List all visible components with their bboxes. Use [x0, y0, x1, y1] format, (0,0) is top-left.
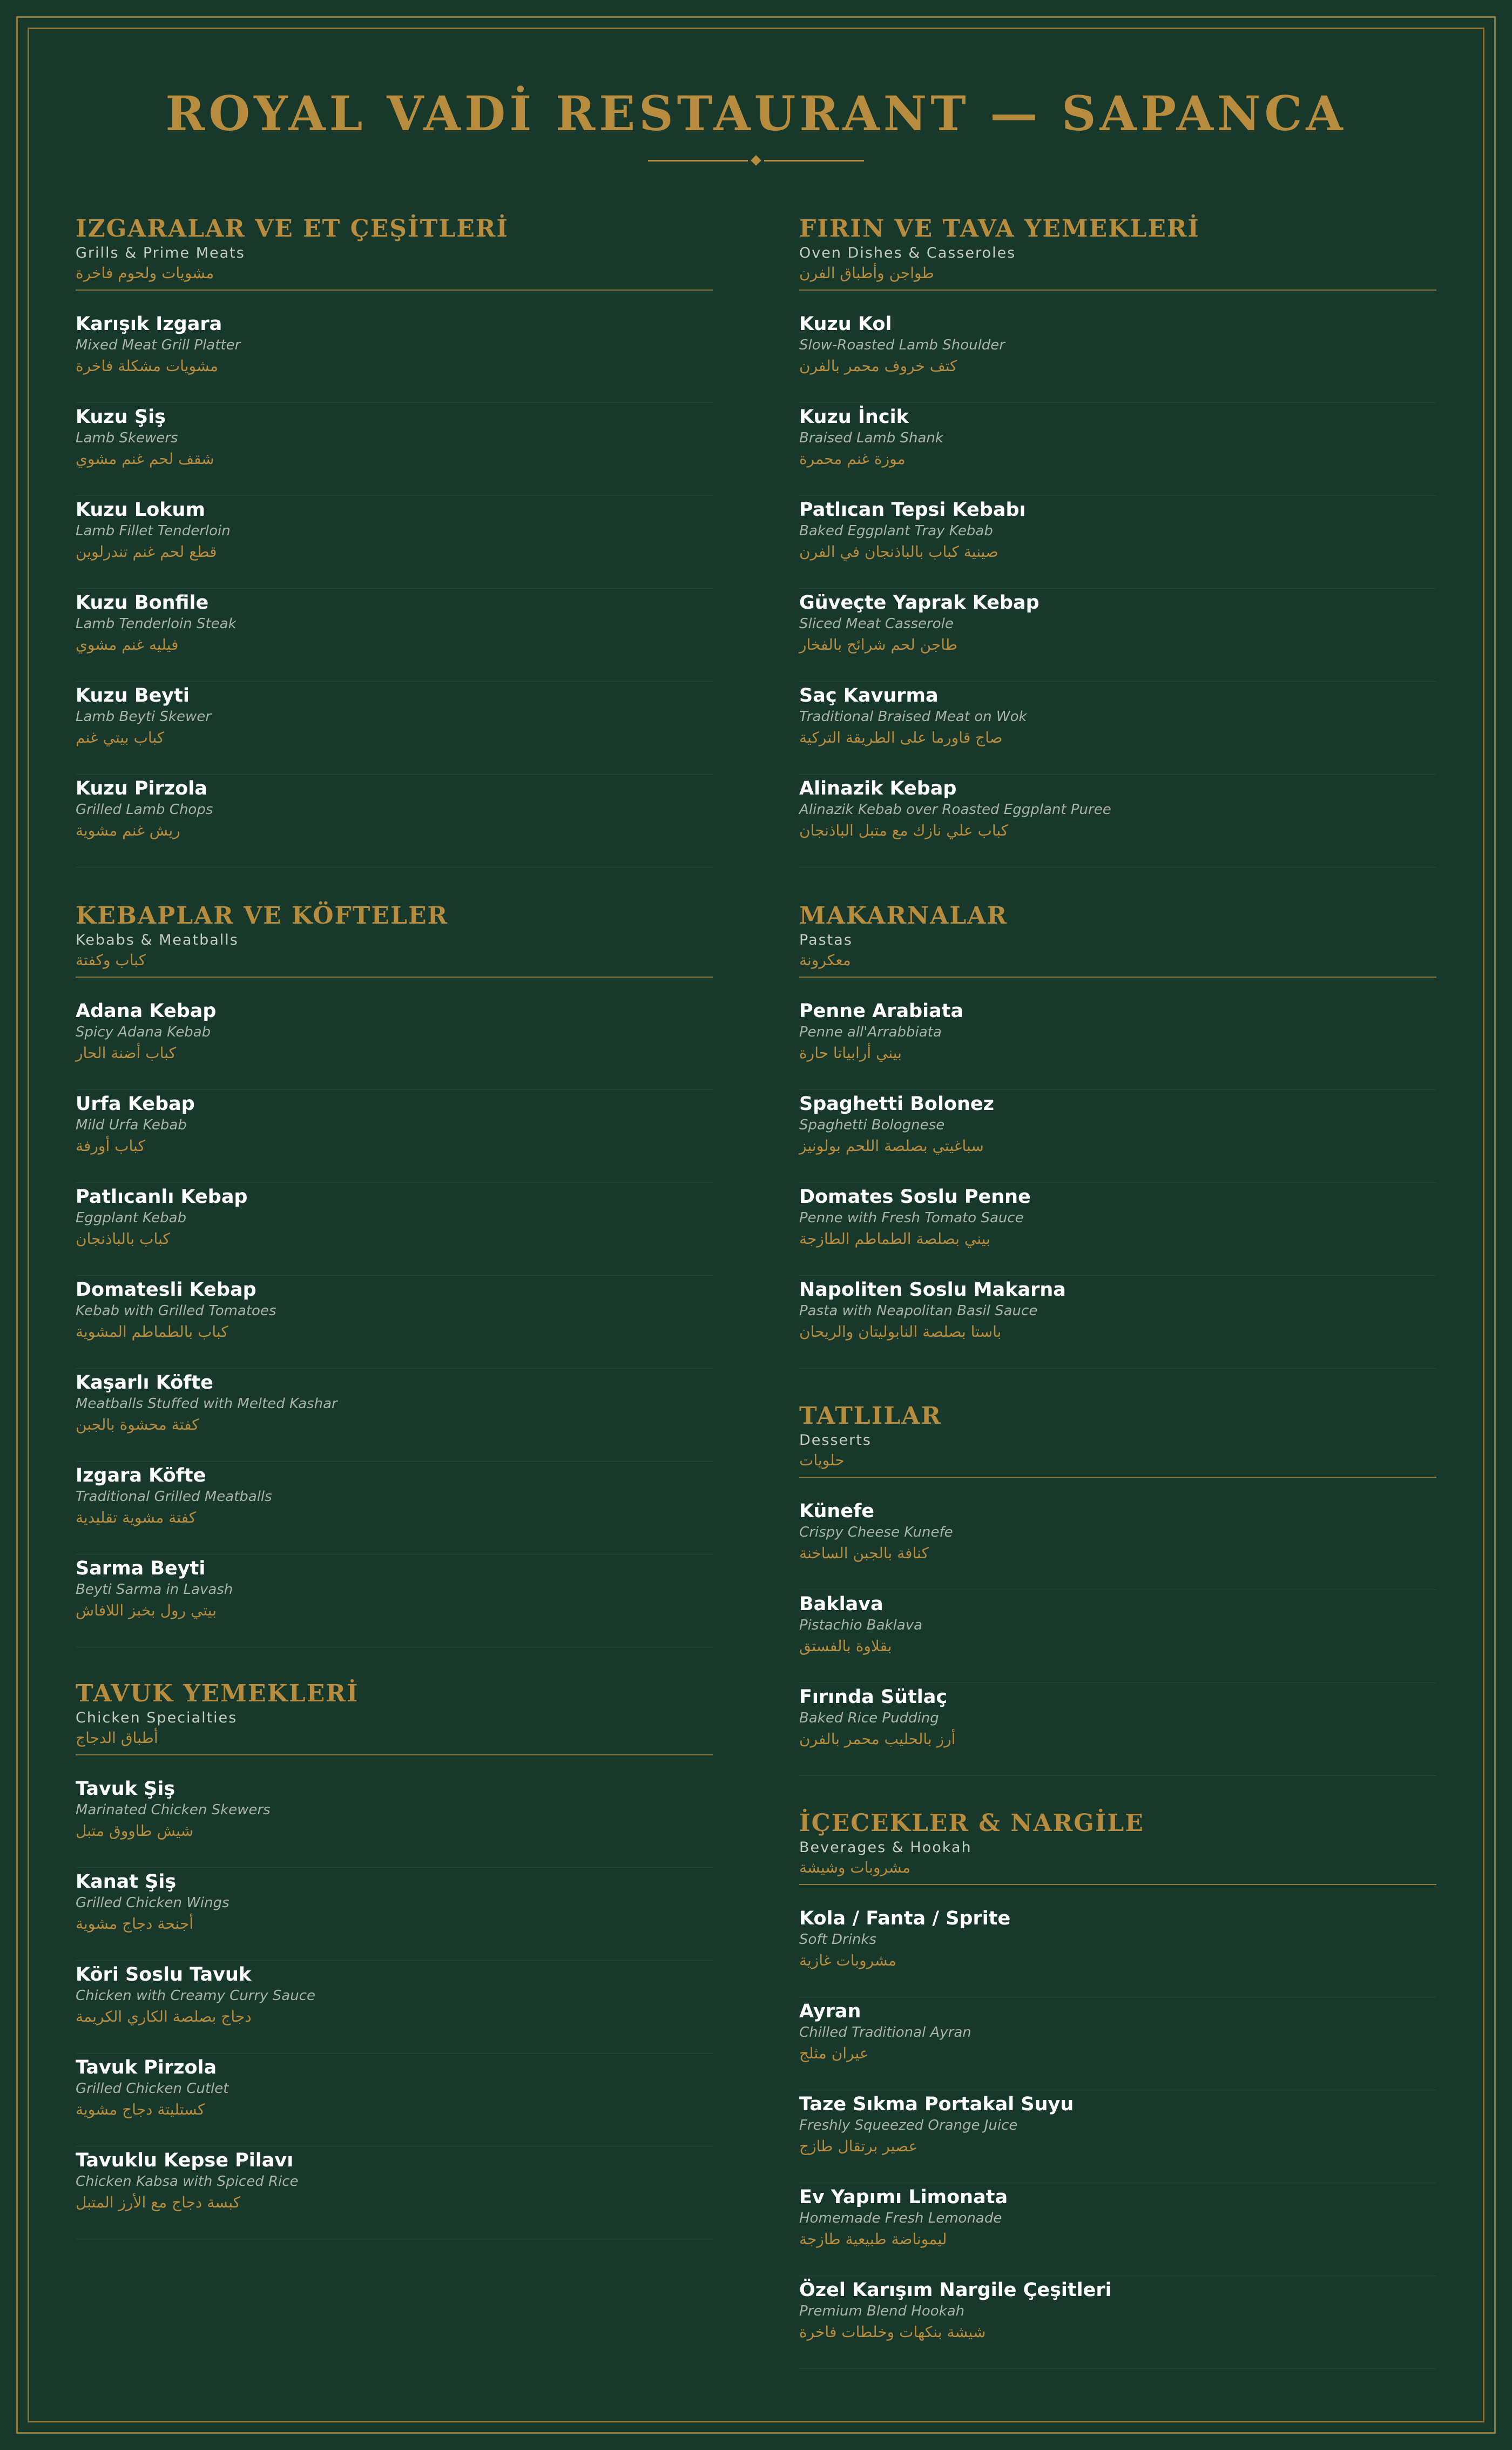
menu-item-name: Kuzu Bonfile [76, 592, 209, 614]
menu-item-name: Domatesli Kebap [76, 1279, 256, 1301]
menu-item-english: Lamb Beyti Skewer [76, 709, 211, 725]
menu-item-arabic: كباب أورفة [76, 1137, 145, 1155]
menu-item-arabic: موزة غنم محمرة [799, 450, 906, 468]
menu-item-name: Tavuklu Kepse Pilavı [76, 2150, 294, 2171]
menu-item-name: Tavuk Pirzola [76, 2057, 217, 2078]
menu-item [799, 1904, 1436, 1997]
section-divider [799, 1477, 1436, 1478]
menu-item-name: Künefe [799, 1500, 875, 1522]
menu-item-arabic: صاج قاورما على الطريقة التركية [799, 729, 1003, 746]
section-title: FIRIN VE TAVA YEMEKLERİ [799, 215, 1200, 243]
section-subtitle-english: Oven Dishes & Casseroles [799, 245, 1016, 261]
menu-item-arabic: كباب أضنة الحار [76, 1044, 176, 1062]
menu-item-name: Domates Soslu Penne [799, 1186, 1031, 1208]
menu-item [799, 682, 1436, 775]
section-subtitle-english: Pastas [799, 932, 853, 948]
section-subtitle-english: Grills & Prime Meats [76, 245, 245, 261]
menu-item-english: Slow-Roasted Lamb Shoulder [799, 337, 1005, 353]
menu-item-name: Patlıcan Tepsi Kebabı [799, 499, 1026, 521]
menu-section [799, 902, 1436, 1369]
menu-item-arabic: سباغيتي بصلصة اللحم بولونيز [799, 1137, 984, 1155]
section-divider [76, 977, 713, 978]
menu-item-english: Penne all'Arrabbiata [799, 1024, 942, 1040]
menu-item-english: Spaghetti Bolognese [799, 1117, 945, 1133]
menu-item [799, 403, 1436, 496]
menu-item-name: Köri Soslu Tavuk [76, 1964, 252, 1985]
menu-item-name: Tavuk Şiş [76, 1778, 176, 1800]
menu-item [76, 310, 713, 403]
menu-item-name: Kuzu Şiş [76, 406, 166, 428]
restaurant-title: ROYAL VADİ RESTAURANT — SAPANCA [165, 85, 1347, 142]
menu-item [799, 1590, 1436, 1683]
menu-item-english: Traditional Braised Meat on Wok [799, 709, 1027, 725]
section-subtitle-english: Beverages & Hookah [799, 1839, 972, 1856]
section-subtitle-english: Desserts [799, 1432, 872, 1449]
menu-item [76, 682, 713, 775]
menu-item-arabic: مشروبات غازية [799, 1951, 897, 1969]
menu-item-arabic: كباب علي نازك مع متبل الباذنجان [799, 822, 1009, 839]
menu-item [76, 1554, 713, 1647]
menu-item-english: Grilled Lamb Chops [76, 802, 213, 818]
section-subtitle-english: Chicken Specialties [76, 1709, 238, 1726]
menu-item-arabic: مشويات مشكلة فاخرة [76, 357, 218, 375]
ornament-diamond [751, 155, 761, 166]
menu-item [76, 2054, 713, 2146]
menu-item-arabic: أجنحة دجاج مشوية [76, 1915, 194, 1933]
menu-item-list [799, 310, 1436, 867]
menu-item-name: Sarma Beyti [76, 1558, 206, 1579]
menu-item-english: Sliced Meat Casserole [799, 616, 954, 632]
menu-item-name: Adana Kebap [76, 1000, 217, 1022]
menu-item [76, 1868, 713, 1961]
menu-item-arabic: كباب بيتي غنم [76, 729, 165, 746]
menu-item-name: Alinazik Kebap [799, 778, 957, 799]
menu-item [799, 1090, 1436, 1183]
menu-item-english: Grilled Chicken Cutlet [76, 2081, 229, 2097]
menu-item [76, 589, 713, 682]
menu-item-english: Alinazik Kebab over Roasted Eggplant Puree [799, 802, 1111, 818]
section-divider [799, 977, 1436, 978]
section-subtitle-arabic: كباب وكفتة [76, 951, 146, 969]
menu-item-list [76, 997, 713, 1647]
menu-item-english: Kebab with Grilled Tomatoes [76, 1303, 276, 1319]
menu-item-english: Meatballs Stuffed with Melted Kashar [76, 1396, 338, 1412]
menu-item [799, 310, 1436, 403]
menu-item [76, 1961, 713, 2054]
menu-item-name: Penne Arabiata [799, 1000, 964, 1022]
ornament-line-left [648, 160, 748, 161]
menu-item-name: Kuzu Beyti [76, 685, 190, 706]
menu-item [76, 997, 713, 1090]
menu-item [799, 997, 1436, 1090]
menu-item-english: Mild Urfa Kebab [76, 1117, 187, 1133]
menu-item-english: Baked Rice Pudding [799, 1710, 939, 1726]
menu-item-english: Eggplant Kebab [76, 1210, 187, 1226]
menu-item [799, 1497, 1436, 1590]
menu-item-english: Soft Drinks [799, 1931, 877, 1948]
ornament-line-right [764, 160, 864, 161]
menu-item-english: Mixed Meat Grill Platter [76, 337, 241, 353]
menu-item-name: Fırında Sütlaç [799, 1686, 948, 1708]
section-subtitle-arabic: مشويات ولحوم فاخرة [76, 264, 214, 282]
menu-item-name: Saç Kavurma [799, 685, 939, 706]
menu-item-arabic: كفتة محشوة بالجبن [76, 1416, 199, 1433]
menu-item-name: Kaşarlı Köfte [76, 1372, 213, 1394]
menu-item [799, 589, 1436, 682]
menu-item [799, 496, 1436, 589]
menu-item-arabic: بيني أرابياتا حارة [799, 1044, 902, 1062]
menu-item [799, 2090, 1436, 2183]
menu-item [799, 1183, 1436, 1276]
menu-item [76, 496, 713, 589]
menu-item-arabic: كفتة مشوية تقليدية [76, 1509, 197, 1526]
menu-item-arabic: كتف خروف محمر بالفرن [799, 357, 957, 375]
menu-item-english: Spicy Adana Kebab [76, 1024, 211, 1040]
menu-item-english: Baked Eggplant Tray Kebab [799, 523, 993, 539]
section-title: MAKARNALAR [799, 902, 1008, 930]
menu-item-arabic: طاجن لحم شرائح بالفخار [799, 636, 958, 654]
menu-item-list [799, 1904, 1436, 2369]
section-divider [76, 1754, 713, 1755]
menu-item-arabic: ريش غنم مشوية [76, 822, 180, 839]
menu-item-arabic: عصير برتقال طازج [799, 2137, 918, 2155]
menu-section [76, 215, 713, 867]
menu-item [76, 1775, 713, 1868]
section-subtitle-arabic: طواجن وأطباق الفرن [799, 264, 934, 282]
menu-item [76, 1276, 713, 1369]
menu-item-name: Güveçte Yaprak Kebap [799, 592, 1040, 614]
menu-item-arabic: قطع لحم غنم تندرلوين [76, 543, 217, 561]
menu-item-english: Pistachio Baklava [799, 1617, 923, 1633]
section-title: TATLILAR [799, 1402, 942, 1430]
menu-item-list [76, 310, 713, 867]
menu-item-arabic: كستليتة دجاج مشوية [76, 2101, 205, 2118]
title-ornament [648, 157, 864, 164]
section-title: IZGARALAR VE ET ÇEŞİTLERİ [76, 215, 509, 243]
section-title: İÇECEKLER & NARGİLE [799, 1809, 1144, 1837]
menu-item-arabic: فيليه غنم مشوي [76, 636, 179, 654]
section-title: KEBAPLAR VE KÖFTELER [76, 902, 449, 930]
menu-item-english: Penne with Fresh Tomato Sauce [799, 1210, 1024, 1226]
menu-item-arabic: شيشة بنكهات وخلطات فاخرة [799, 2323, 986, 2341]
menu-item-list [76, 1775, 713, 2239]
menu-item [799, 775, 1436, 867]
menu-item-name: Baklava [799, 1593, 883, 1615]
menu-item [799, 1997, 1436, 2090]
menu-item [76, 1462, 713, 1554]
menu-item-english: Beyti Sarma in Lavash [76, 1581, 233, 1598]
menu-item-english: Chicken with Creamy Curry Sauce [76, 1988, 315, 2004]
menu-item-name: Urfa Kebap [76, 1093, 195, 1115]
menu-item-english: Marinated Chicken Skewers [76, 1802, 271, 1818]
section-divider [799, 1884, 1436, 1885]
menu-item-arabic: شقف لحم غنم مشوي [76, 450, 214, 468]
menu-item-name: Napoliten Soslu Makarna [799, 1279, 1066, 1301]
menu-item-name: Karışık Izgara [76, 313, 222, 335]
section-divider [799, 290, 1436, 291]
menu-item-english: Homemade Fresh Lemonade [799, 2210, 1002, 2226]
menu-item-english: Chicken Kabsa with Spiced Rice [76, 2173, 299, 2190]
menu-item-english: Lamb Fillet Tenderloin [76, 523, 231, 539]
menu-section [799, 1809, 1436, 2369]
menu-item-name: Ev Yapımı Limonata [799, 2186, 1008, 2208]
menu-item-name: Kola / Fanta / Sprite [799, 1908, 1011, 1929]
menu-item-english: Pasta with Neapolitan Basil Sauce [799, 1303, 1038, 1319]
menu-item-name: Özel Karışım Nargile Çeşitleri [799, 2279, 1112, 2301]
menu-item-arabic: بيتي رول بخبز اللافاش [76, 1601, 217, 1619]
menu-item-name: Patlıcanlı Kebap [76, 1186, 248, 1208]
menu-item-arabic: كباب بالطماطم المشوية [76, 1323, 228, 1341]
menu-item [799, 1683, 1436, 1776]
menu-section [799, 215, 1436, 867]
menu-item [76, 1183, 713, 1276]
menu-item-english: Crispy Cheese Kunefe [799, 1524, 953, 1540]
menu-item-list [799, 997, 1436, 1369]
menu-section [76, 902, 713, 1647]
menu-item [76, 2146, 713, 2239]
menu-item-english: Chilled Traditional Ayran [799, 2024, 971, 2041]
section-subtitle-arabic: حلويات [799, 1451, 845, 1469]
menu-item-english: Braised Lamb Shank [799, 430, 943, 446]
menu-item-name: Kuzu Lokum [76, 499, 205, 521]
section-subtitle-arabic: أطباق الدجاج [76, 1729, 158, 1747]
menu-item-name: Kuzu Kol [799, 313, 892, 335]
menu-item-arabic: بقلاوة بالفستق [799, 1637, 892, 1655]
section-subtitle-arabic: مشروبات وشيشة [799, 1859, 910, 1876]
menu-item-arabic: عيران مثلج [799, 2044, 869, 2062]
menu-item-english: Lamb Skewers [76, 430, 178, 446]
menu-item-english: Lamb Tenderloin Steak [76, 616, 237, 632]
menu-item-name: Taze Sıkma Portakal Suyu [799, 2094, 1074, 2115]
menu-item-name: Kanat Şiş [76, 1871, 177, 1893]
menu-item-arabic: كنافة بالجبن الساخنة [799, 1544, 929, 1562]
menu-item [799, 1276, 1436, 1369]
menu-item-english: Grilled Chicken Wings [76, 1895, 230, 1911]
menu-section [799, 1402, 1436, 1776]
menu-item-arabic: ليموناضة طبيعية طازجة [799, 2230, 947, 2248]
menu-item-name: Spaghetti Bolonez [799, 1093, 995, 1115]
menu-item-arabic: كباب بالباذنجان [76, 1230, 170, 1248]
menu-item-list [799, 1497, 1436, 1776]
menu-item-name: Ayran [799, 2001, 861, 2022]
section-title: TAVUK YEMEKLERİ [76, 1680, 359, 1707]
menu-item-arabic: أرز بالحليب محمر بالفرن [799, 1730, 956, 1748]
menu-item [799, 2276, 1436, 2369]
menu-item [76, 403, 713, 496]
menu-item-arabic: دجاج بصلصة الكاري الكريمة [76, 2008, 252, 2025]
section-divider [76, 290, 713, 291]
menu-item [76, 775, 713, 867]
menu-item-arabic: كبسة دجاج مع الأرز المتبل [76, 2193, 241, 2211]
menu-item-name: Kuzu İncik [799, 406, 909, 428]
menu-item-arabic: بيني بصلصة الطماطم الطازجة [799, 1230, 990, 1248]
menu-item-arabic: شيش طاووق متبل [76, 1822, 194, 1840]
menu-item-english: Traditional Grilled Meatballs [76, 1489, 272, 1505]
menu-item-english: Premium Blend Hookah [799, 2303, 965, 2319]
section-subtitle-arabic: معكرونة [799, 951, 851, 969]
menu-item [799, 2183, 1436, 2276]
menu-section [76, 1680, 713, 2239]
menu-item [76, 1369, 713, 1462]
menu-item [76, 1090, 713, 1183]
menu-item-english: Freshly Squeezed Orange Juice [799, 2117, 1018, 2133]
menu-item-arabic: باستا بصلصة النابوليتان والريحان [799, 1323, 1002, 1341]
menu-item-name: Kuzu Pirzola [76, 778, 207, 799]
menu-item-arabic: صينية كباب بالباذنجان في الفرن [799, 543, 998, 561]
section-subtitle-english: Kebabs & Meatballs [76, 932, 239, 948]
menu-item-name: Izgara Köfte [76, 1465, 206, 1486]
